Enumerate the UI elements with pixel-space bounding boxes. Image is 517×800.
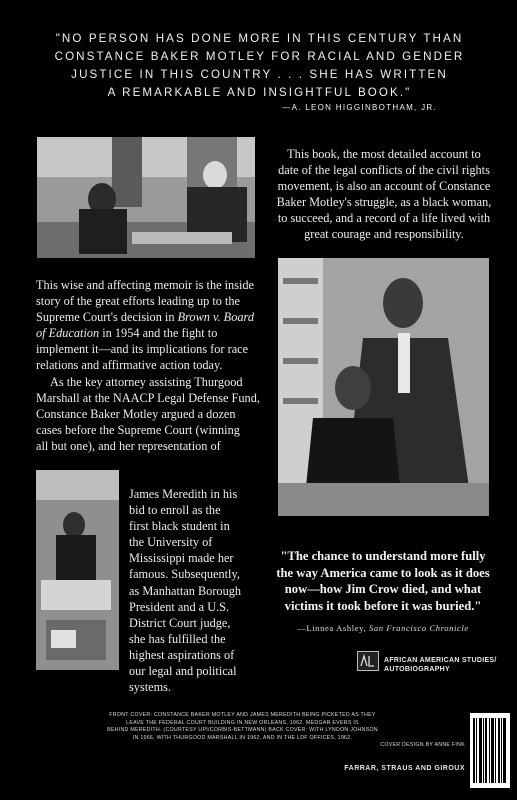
- case-name: of Education: [36, 326, 100, 341]
- text-line: story of the great efforts leading up to the: [36, 294, 240, 309]
- text-line: This wise and affecting memoir is the inside: [36, 278, 254, 292]
- category-label: [384, 656, 504, 674]
- top-quote-line: CONSTANCE BAKER MOTLEY FOR RACIAL AND GENDER: [54, 50, 465, 63]
- text-line: James Meredith in his: [129, 487, 238, 501]
- cover-credits: [20, 712, 465, 750]
- intro-line: movement, is also an account of Constance: [277, 179, 491, 193]
- text-line: as Manhattan Borough: [129, 583, 242, 598]
- text-line: cases before the Supreme Court (winning: [36, 422, 240, 437]
- text-line: Constance Baker Motley argued a dozen: [36, 406, 236, 421]
- pull-quote-attribution: [268, 623, 498, 633]
- attribution-name: —Linnea Ashley,: [297, 623, 369, 633]
- top-quote-line: JUSTICE IN THIS COUNTRY . . . SHE HAS WRITTEN: [71, 68, 448, 81]
- photo-with-marshall: [278, 258, 489, 516]
- top-quote: [22, 30, 497, 114]
- right-intro: [272, 146, 496, 242]
- photo-ldf-offices: [36, 470, 119, 670]
- text-line: As the key attorney assisting Thurgood: [50, 374, 243, 389]
- text-line: implement it—and its implications for race: [36, 342, 249, 357]
- photo-with-lbj: [37, 137, 255, 258]
- text-fragment: in 1954 and the fight to: [99, 326, 218, 341]
- publisher-name: FARRAR, STRAUS AND GIROUX: [344, 765, 465, 772]
- publisher-logo-icon: [357, 651, 379, 671]
- top-quote-line: "NO PERSON HAS DONE MORE IN THIS CENTURY THAN: [55, 32, 464, 45]
- intro-line: This book, the most detailed account to: [287, 147, 481, 161]
- pull-quote: [268, 548, 498, 614]
- text-line: Mississippi made her: [129, 551, 234, 566]
- text-line: President and a U.S.: [129, 599, 230, 614]
- text-line: bid to enroll as the: [129, 503, 221, 518]
- text-line: first black student in: [129, 519, 230, 534]
- text-line: the University of: [129, 535, 213, 550]
- pull-quote-line: now—how Jim Crow died, and what: [284, 582, 482, 597]
- text-fragment: Supreme Court's decision in: [36, 310, 178, 325]
- attribution-source: San Francisco Chronicle: [368, 623, 469, 633]
- text-line: relations and affirmative action today.: [36, 358, 223, 373]
- intro-line: to succeed, and a record of a life lived with: [277, 211, 491, 225]
- intro-line: great courage and responsibility.: [304, 227, 464, 241]
- text-line: [36, 325, 276, 341]
- top-quote-attribution: —A. LEON HIGGINBOTHAM, JR.: [282, 103, 437, 112]
- top-quote-line: A REMARKABLE AND INSIGHTFUL BOOK.": [107, 86, 412, 99]
- text-line: our legal and political: [129, 664, 237, 679]
- credits-line: FRONT COVER: CONSTANCE BAKER MOTLEY AND JAMES MEREDITH BEING PICKETED AS THEY: [109, 712, 376, 718]
- memoir-paragraph-continued: [129, 486, 269, 695]
- case-name: Brown v. Board: [177, 310, 254, 325]
- text-line: highest aspirations of: [129, 647, 235, 662]
- intro-line: date of the legal conflicts of the civil rights: [278, 163, 490, 177]
- barcode: [470, 713, 510, 788]
- memoir-paragraph: [36, 277, 276, 454]
- text-line: [36, 309, 276, 325]
- text-line: Marshall at the NAACP Legal Defense Fund,: [36, 390, 260, 405]
- text-line: famous. Subsequently,: [129, 567, 240, 582]
- credits-line: BEHIND MEREDITH. (COURTESY UPI/CORBIS-BETTMANN) BACK COVER: WITH LYNDON JOHNSON: [107, 727, 378, 733]
- text-line: all but one), and her representation of: [36, 438, 221, 453]
- cover-design-credit: COVER DESIGN BY ANNE FINK: [380, 742, 465, 748]
- credits-line: IN 1966, WITH THURGOOD MARSHALL IN 1962, AND IN THE LDF OFFICES, 1962.: [132, 734, 353, 741]
- pull-quote-line: victims it took before it was buried.": [284, 598, 482, 613]
- credits-line: LEAVE THE FEDERAL COURT BUILDING IN NEW ORLEANS, 1962. MEDGAR EVERS IS: [126, 719, 359, 726]
- pull-quote-line: the way America came to look as it does: [276, 565, 490, 580]
- text-line: she has fulfilled the: [129, 631, 226, 646]
- pull-quote-line: "The chance to understand more fully: [280, 549, 486, 563]
- intro-line: Baker Motley's struggle, as a black woman,: [276, 195, 492, 209]
- category-line: AUTOBIOGRAPHY: [384, 666, 450, 673]
- category-line: AFRICAN AMERICAN STUDIES/: [384, 657, 497, 664]
- text-line: District Court judge,: [129, 615, 231, 630]
- text-line: systems.: [129, 680, 172, 695]
